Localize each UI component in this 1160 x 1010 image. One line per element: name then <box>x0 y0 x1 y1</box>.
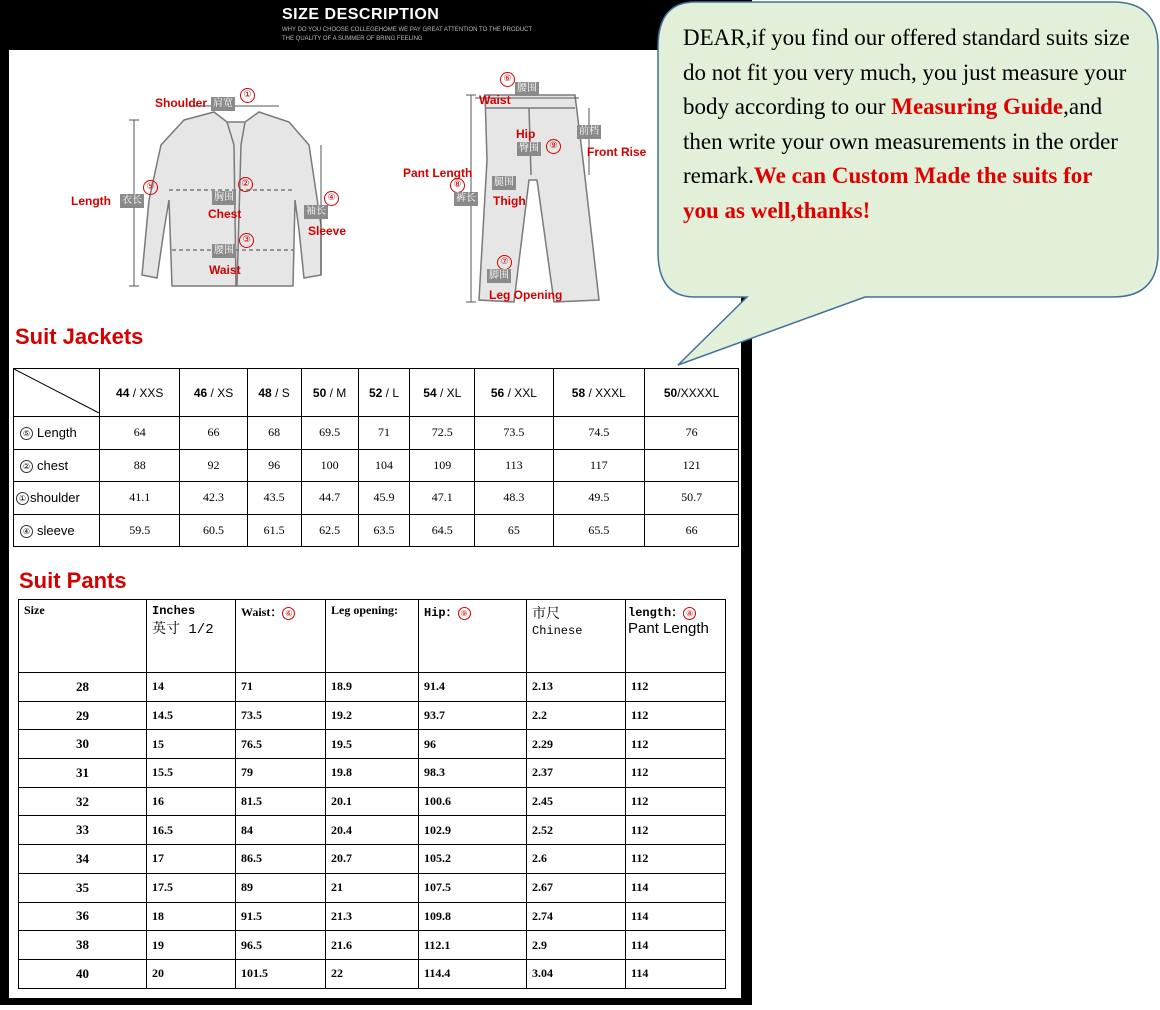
cell: 63.5 <box>358 514 410 547</box>
label-chest: Chest <box>208 207 242 221</box>
size-header: 44 / XXS <box>100 369 180 417</box>
header-subtitle-2: THE QUALITY OF A SUMMER OF BRING FEELING <box>282 36 423 42</box>
pants-size-cell: 35 <box>19 873 147 902</box>
cell: 92 <box>180 449 247 482</box>
pants-size-cell: 40 <box>19 959 147 988</box>
pants-header-chinese: 市尺 Chinese <box>527 600 626 673</box>
header-title: SIZE DESCRIPTION <box>282 6 440 23</box>
label-pant-length: Pant Length <box>403 166 473 180</box>
pants-cell: 102.9 <box>419 816 527 845</box>
pants-cell: 79 <box>236 759 326 788</box>
pants-cell: 2.52 <box>527 816 626 845</box>
pants-cell: 86.5 <box>236 845 326 874</box>
pants-cell: 91.4 <box>419 673 527 702</box>
pants-cell: 14 <box>147 673 236 702</box>
pants-cell: 114 <box>626 959 726 988</box>
pants-row <box>19 701 726 730</box>
cell: 60.5 <box>180 514 247 547</box>
pants-cell: 16.5 <box>147 816 236 845</box>
pants-size-cell: 38 <box>19 931 147 960</box>
pants-cell: 20 <box>147 959 236 988</box>
pants-cell: 14.5 <box>147 701 236 730</box>
pants-cell: 20.4 <box>326 816 419 845</box>
pants-cell: 114 <box>626 902 726 931</box>
cell: 65 <box>475 514 553 547</box>
num-chest: ② <box>238 177 253 192</box>
jackets-row-length <box>14 417 739 450</box>
label-pant-length-cn: 裤长 <box>456 193 476 204</box>
cell: 72.5 <box>410 417 475 450</box>
pants-cell: 19.5 <box>326 730 419 759</box>
cell: 117 <box>553 449 645 482</box>
cell: 49.5 <box>553 482 645 515</box>
pants-cell: 2.37 <box>527 759 626 788</box>
pants-cell: 22 <box>326 959 419 988</box>
jackets-header-row <box>14 369 739 417</box>
cell: 66 <box>645 514 739 547</box>
cell: 65.5 <box>553 514 645 547</box>
pants-cell: 91.5 <box>236 902 326 931</box>
custom-made-text: We can Custom Made the suits for you as well,thanks! <box>683 163 1093 223</box>
cell: 43.5 <box>247 482 301 515</box>
pants-cell: 71 <box>236 673 326 702</box>
pants-table <box>18 599 726 989</box>
pants-cell: 112 <box>626 730 726 759</box>
pants-cell: 105.2 <box>419 845 527 874</box>
pants-cell: 112 <box>626 673 726 702</box>
pants-cell: 17 <box>147 845 236 874</box>
cell: 64.5 <box>410 514 475 547</box>
row-label: ⑤ Length <box>14 417 100 450</box>
pants-row <box>19 759 726 788</box>
pants-cell: 2.9 <box>527 931 626 960</box>
pants-cell: 112 <box>626 816 726 845</box>
pants-cell: 2.67 <box>527 873 626 902</box>
header-subtitle-1: WHY DO YOU CHOOSE COLLEGEHOME WE PAY GREAT ATTENTION TO THE PRODUCT <box>282 27 533 33</box>
num-hip: ⑨ <box>546 139 561 154</box>
cell: 66 <box>180 417 247 450</box>
cell: 64 <box>100 417 180 450</box>
pants-cell: 17.5 <box>147 873 236 902</box>
cell: 109 <box>410 449 475 482</box>
jackets-table <box>13 368 739 547</box>
size-header: 46 / XS <box>180 369 247 417</box>
pants-cell: 93.7 <box>419 701 527 730</box>
pants-cell: 112 <box>626 759 726 788</box>
cell: 59.5 <box>100 514 180 547</box>
size-header: 50/XXXXL <box>645 369 739 417</box>
pants-cell: 98.3 <box>419 759 527 788</box>
pants-cell: 112 <box>626 787 726 816</box>
cell: 45.9 <box>358 482 410 515</box>
cell: 42.3 <box>180 482 247 515</box>
pants-size-cell: 32 <box>19 787 147 816</box>
row-label: ② chest <box>14 449 100 482</box>
measuring-guide-text: Measuring Guide <box>891 94 1064 119</box>
size-header: 48 / S <box>247 369 301 417</box>
jackets-row-shoulder <box>14 482 739 515</box>
label-pant-waist: Waist <box>479 93 511 107</box>
label-pant-waist-cn: 腰围 <box>517 83 537 94</box>
label-shoulder: Shoulder <box>155 96 208 110</box>
pants-row <box>19 959 726 988</box>
pants-row <box>19 673 726 702</box>
label-hip: Hip <box>516 127 536 141</box>
pants-header-row <box>19 600 726 673</box>
num-sleeve: ④ <box>324 191 339 206</box>
pants-cell: 16 <box>147 787 236 816</box>
pants-header-inches: Inches 英寸 1/2 <box>147 600 236 673</box>
cell: 76 <box>645 417 739 450</box>
label-leg-opening-cn: 脚围 <box>489 270 509 281</box>
cell: 100 <box>301 449 358 482</box>
pants-cell: 21.3 <box>326 902 419 931</box>
cell: 113 <box>475 449 553 482</box>
pants-cell: 101.5 <box>236 959 326 988</box>
pants-size-cell: 30 <box>19 730 147 759</box>
cell: 62.5 <box>301 514 358 547</box>
cell: 41.1 <box>100 482 180 515</box>
pants-cell: 96.5 <box>236 931 326 960</box>
pants-cell: 19.2 <box>326 701 419 730</box>
jackets-row-chest <box>14 449 739 482</box>
pants-cell: 18 <box>147 902 236 931</box>
pants-cell: 96 <box>419 730 527 759</box>
cell: 69.5 <box>301 417 358 450</box>
cell: 71 <box>358 417 410 450</box>
size-header: 50 / M <box>301 369 358 417</box>
pants-title: Suit Pants <box>19 568 127 593</box>
pants-cell: 15 <box>147 730 236 759</box>
header-band <box>0 0 752 50</box>
pants-header-size: Size <box>19 600 147 673</box>
pants-cell: 18.9 <box>326 673 419 702</box>
pants-cell: 21 <box>326 873 419 902</box>
pants-row <box>19 730 726 759</box>
label-waist: Waist <box>209 263 241 277</box>
label-length: Length <box>71 194 111 208</box>
pants-cell: 76.5 <box>236 730 326 759</box>
pants-cell: 2.13 <box>527 673 626 702</box>
size-header: 54 / XL <box>410 369 475 417</box>
size-header: 52 / L <box>358 369 410 417</box>
num-shoulder: ① <box>240 88 255 103</box>
pants-cell: 19 <box>147 931 236 960</box>
pants-row <box>19 816 726 845</box>
pants-cell: 20.1 <box>326 787 419 816</box>
jackets-corner-cell <box>14 369 100 417</box>
label-sleeve: Sleeve <box>308 224 347 238</box>
pants-cell: 109.8 <box>419 902 527 931</box>
pants-size-cell: 29 <box>19 701 147 730</box>
pants-cell: 107.5 <box>419 873 527 902</box>
row-label: ① shoulder <box>14 482 100 515</box>
pants-cell: 15.5 <box>147 759 236 788</box>
pants-cell: 3.04 <box>527 959 626 988</box>
cell: 73.5 <box>475 417 553 450</box>
pants-cell: 2.74 <box>527 902 626 931</box>
label-chest-cn: 胸围 <box>214 192 234 203</box>
size-header: 56 / XXL <box>475 369 553 417</box>
pants-cell: 89 <box>236 873 326 902</box>
label-waist-cn: 腰围 <box>214 245 234 256</box>
cell: 121 <box>645 449 739 482</box>
pants-size-cell: 28 <box>19 673 147 702</box>
pants-header-length: length： ⑧ Pant Length <box>626 600 726 673</box>
pants-cell: 114.4 <box>419 959 527 988</box>
pants-cell: 114 <box>626 931 726 960</box>
pants-cell: 114 <box>626 873 726 902</box>
pants-cell: 100.6 <box>419 787 527 816</box>
pants-cell: 112.1 <box>419 931 527 960</box>
jackets-title: Suit Jackets <box>15 324 144 349</box>
label-sleeve-cn: 袖长 <box>306 206 326 217</box>
pants-cell: 2.2 <box>527 701 626 730</box>
num-pant-length: ⑧ <box>450 178 465 193</box>
cell: 74.5 <box>553 417 645 450</box>
pants-size-cell: 34 <box>19 845 147 874</box>
row-label: ④ sleeve <box>14 514 100 547</box>
label-front-rise: Front Rise <box>587 145 647 159</box>
pants-header-leg-opening: Leg opening: <box>326 600 419 673</box>
cell: 48.3 <box>475 482 553 515</box>
cell: 96 <box>247 449 301 482</box>
pants-cell: 81.5 <box>236 787 326 816</box>
cell: 61.5 <box>247 514 301 547</box>
cell: 44.7 <box>301 482 358 515</box>
pants-row <box>19 873 726 902</box>
num-pant-waist: ⑥ <box>500 72 515 87</box>
pants-size-cell: 31 <box>19 759 147 788</box>
diagonal-divider-icon <box>14 369 99 413</box>
pants-header-waist: Waist： ⑥ <box>236 600 326 673</box>
label-thigh-cn: 腿围 <box>494 177 514 188</box>
label-front-rise-cn: 前档 <box>579 126 599 137</box>
pants-row <box>19 845 726 874</box>
cell: 104 <box>358 449 410 482</box>
label-thigh: Thigh <box>493 194 526 208</box>
pants-cell: 73.5 <box>236 701 326 730</box>
cell: 88 <box>100 449 180 482</box>
pants-size-cell: 36 <box>19 902 147 931</box>
bubble-message: DEAR,if you find our offered standard suits size do not fit you very much, you just measure your body according to our Measuring Guide,and then write your own measurements in the order remark.We can Custom Made the suits for you as well,thanks! <box>683 25 1130 223</box>
sheet-content <box>9 50 741 998</box>
pants-row <box>19 902 726 931</box>
pants-cell: 2.6 <box>527 845 626 874</box>
garment-diagrams <box>9 50 741 330</box>
label-hip-cn: 臀围 <box>519 143 539 154</box>
label-shoulder-cn: 肩宽 <box>213 98 233 109</box>
size-header: 58 / XXXL <box>553 369 645 417</box>
pants-cell: 2.45 <box>527 787 626 816</box>
num-waist: ③ <box>239 233 254 248</box>
pants-row <box>19 787 726 816</box>
pants-size-cell: 33 <box>19 816 147 845</box>
pants-cell: 112 <box>626 845 726 874</box>
label-length-cn: 衣长 <box>122 195 142 206</box>
pants-cell: 21.6 <box>326 931 419 960</box>
pants-cell: 84 <box>236 816 326 845</box>
cell: 47.1 <box>410 482 475 515</box>
pants-header-hip: Hip： ⑨ <box>419 600 527 673</box>
pants-cell: 2.29 <box>527 730 626 759</box>
jackets-row-sleeve <box>14 514 739 547</box>
pants-cell: 19.8 <box>326 759 419 788</box>
num-length: ⑤ <box>143 180 158 195</box>
pants-cell: 20.7 <box>326 845 419 874</box>
pants-row <box>19 931 726 960</box>
cell: 50.7 <box>645 482 739 515</box>
num-leg-opening: ⑦ <box>497 255 512 270</box>
label-leg-opening: Leg Opening <box>489 288 563 302</box>
cell: 68 <box>247 417 301 450</box>
pants-cell: 112 <box>626 701 726 730</box>
